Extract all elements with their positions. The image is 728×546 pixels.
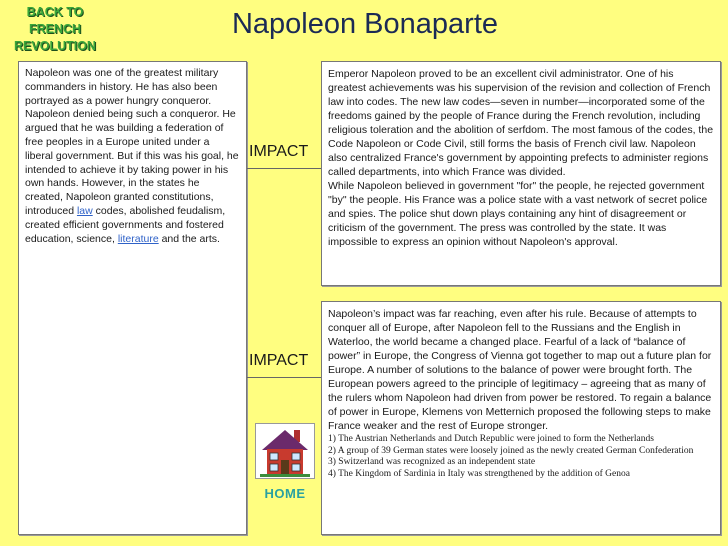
police-state-paragraph: While Napoleon believed in government "for" the people, he rejected government "by" the people. His France was a police state with a vast network of secret police and spies. The police shut down plays containing any hint of disagreement or criticism of the government. The press was controlled by the state. It was impossible to express an opinion without Napoleon's approval.	[328, 180, 708, 248]
back-link-line-1: BACK TO	[26, 5, 84, 19]
connector-line-1	[247, 168, 321, 169]
home-house-button[interactable]	[255, 423, 315, 479]
back-to-french-revolution-link[interactable]	[4, 4, 106, 55]
connector-line-2	[247, 377, 321, 378]
list-item: 1) The Austrian Netherlands and Dutch Republic were joined to form the Netherlands	[328, 434, 654, 444]
page-title: Napoleon Bonaparte	[231, 8, 499, 40]
list-item: 2) A group of 39 German states were loosely joined as the newly created German Confederation	[328, 445, 694, 456]
literature-link[interactable]: literature	[117, 232, 159, 245]
home-link[interactable]: HOME	[264, 486, 306, 501]
back-link-line-2: FRENCH	[28, 22, 82, 36]
house-icon	[256, 424, 314, 478]
impact-label-1: IMPACT	[249, 143, 309, 160]
intro-text-part-3: and the arts.	[158, 232, 220, 245]
metternich-steps-list	[328, 434, 714, 481]
administration-paragraph: Emperor Napoleon proved to be an excellent civil administrator. One of his greatest achievements was his supervision of the revision and collection of French law into codes. The new law codes—seven in number—incorporated some of the freedoms gained by the people of France during the French revolution, including religious toleration and the abolition of serfdom. The most famous of the codes, the Code Napoleon or Code Civil, still forms the basis of French civil law. Napoleon also centralized France's government by appointing prefects to administer regions called departments, into which France was divided.	[328, 68, 714, 178]
list-item: 3) Switzerland was recognized as an independent state	[328, 457, 536, 468]
civil-administrator-text-box	[321, 61, 721, 286]
intro-text-part-2: codes, abolished feudalism, created efficient governments and fostered education, science,	[25, 204, 226, 245]
impact-text-box	[321, 301, 721, 535]
law-link[interactable]: law	[76, 204, 93, 217]
back-link-line-3: REVOLUTION	[14, 39, 96, 53]
impact-paragraph: Napoleon’s impact was far reaching, even after his rule. Because of attempts to conquer all of Europe, after Napoleon fell to the Russians and the English in Waterloo, the world became a changed place. Fearful of a lack of “balance of power” in Europe, the Congress of Vienna got together to map out a future plan for Europe. A number of solutions to the balance of power were brought forth. The European powers agreed to the principle of legitimacy – agreeing that as many of the rulers whom Napoleon had driven from power be restored. To regain a balance of power in Europe, Klemens von Metternich proposed the following steps to make France weaker and the rest of Europe stronger.	[328, 308, 712, 432]
intro-text-part-1: Napoleon was one of the greatest military commanders in history. He has also been portrayed as a power hungry conqueror. Napoleon denied being such a conqueror. He argued that he was building a federation of free peoples in a Europe united under a liberal government. But if this was his goal, he intended to achieve it by taking power in his own hands. However, in the states he created, Napoleon granted constitutions, introduced	[25, 67, 239, 217]
intro-text-box	[18, 61, 247, 535]
list-item: 4) The Kingdom of Sardinia in Italy was strengthened by the addition of Genoa	[328, 469, 630, 480]
impact-label-2: IMPACT	[249, 352, 309, 369]
